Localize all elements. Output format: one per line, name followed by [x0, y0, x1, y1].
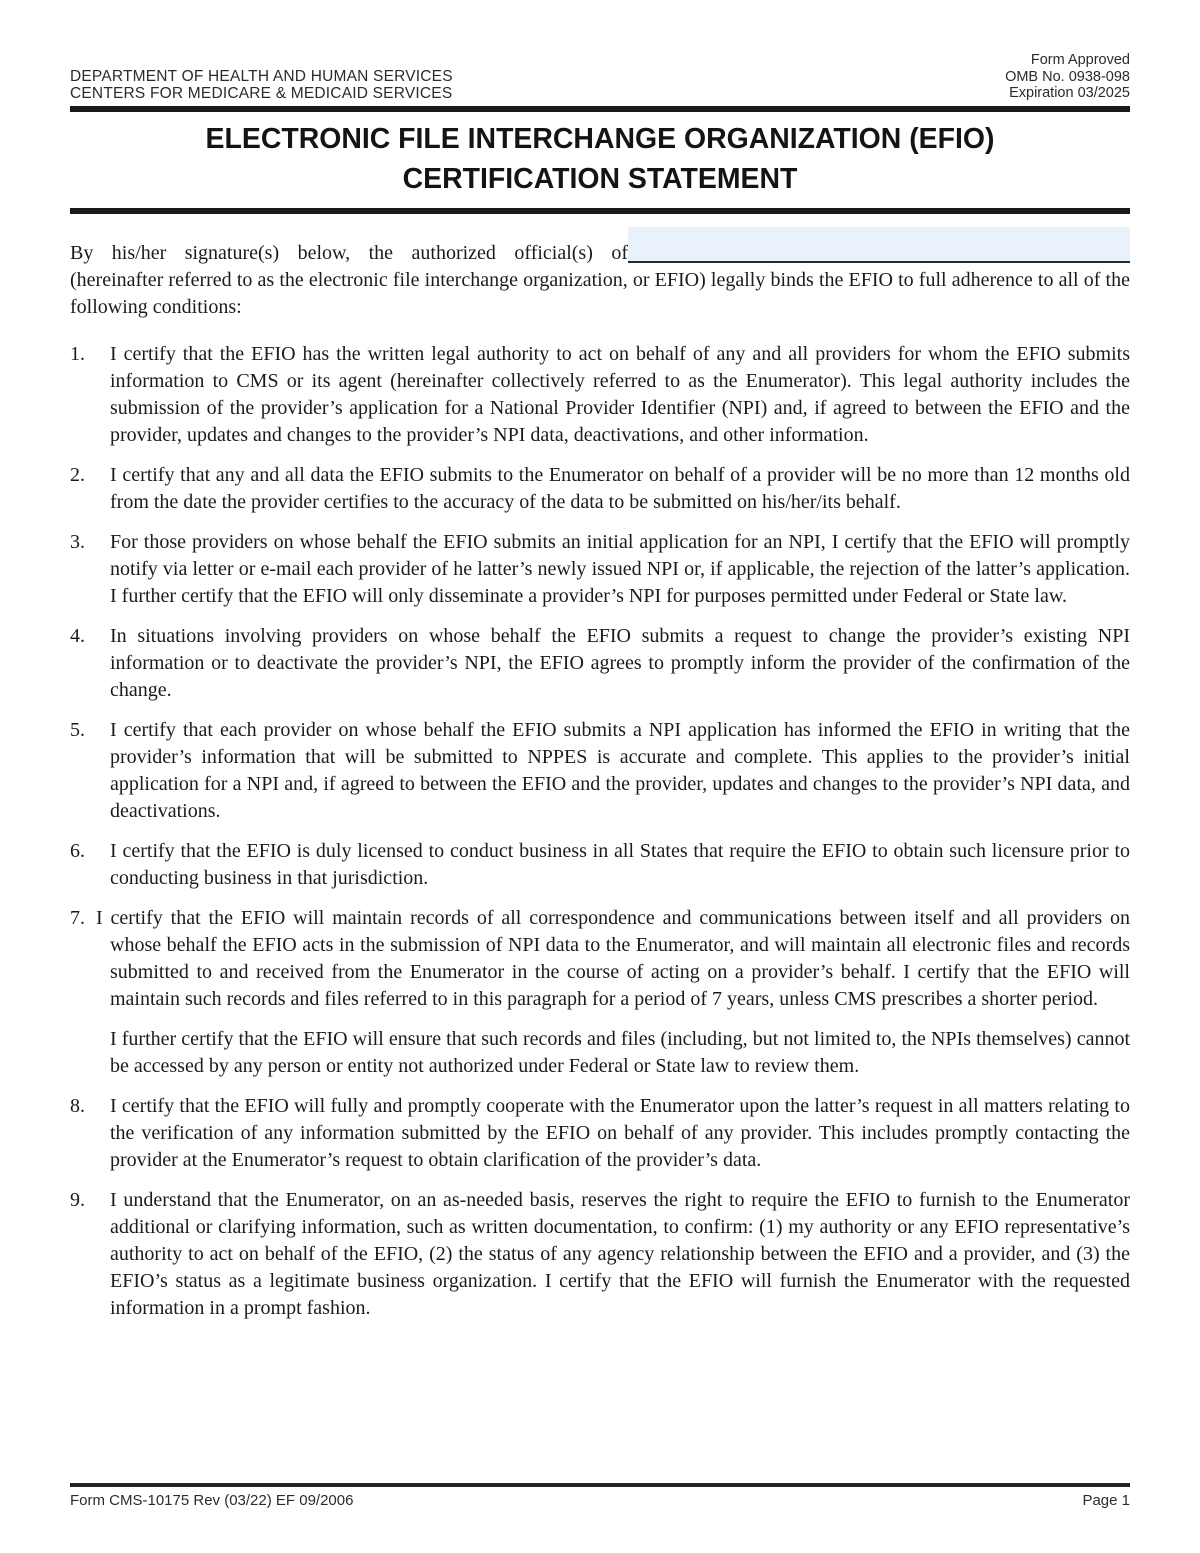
divider-under-title [70, 208, 1130, 214]
condition-continuation: I further certify that the EFIO will ensure that such records and files (including, but not limited to, the NPIs themselves) cannot be accessed by any person or entity not authorized under Federal or State law to review them. [110, 1027, 1130, 1077]
content-area [70, 0, 1130, 1335]
condition-text: In situations involving providers on whose behalf the EFIO submits a request to change the provider’s existing NPI information or to deactivate the provider’s NPI, the EFIO agrees to promptly inform the provider of the confirmation of the change. [110, 624, 1130, 701]
intro-text-after-field: (hereinafter referred to as the electronic file interchange organization, or EFIO) legally binds the EFIO to full adherence to all of the following conditions: [70, 268, 1130, 318]
condition-number: 5. [70, 718, 85, 741]
condition-number: 2. [70, 463, 85, 486]
condition-text: I understand that the Enumerator, on an as-needed basis, reserves the right to require the EFIO to furnish to the Enumerator additional or clarifying information, such as written documentation, to confirm: (1) my authority or any EFIO representative’s authority to act on behalf of the EFIO, (2) the status of any agency relationship between the EFIO and a provider, and (3) the EFIO’s status as a legitimate business organization. I certify that the EFIO will furnish the Enumerator with the requested information in a prompt fashion. [110, 1188, 1130, 1319]
condition-item [70, 905, 1130, 1080]
condition-item [70, 623, 1130, 704]
condition-item [70, 462, 1130, 516]
agency-line-1: DEPARTMENT OF HEALTH AND HUMAN SERVICES [70, 67, 453, 85]
condition-text: For those providers on whose behalf the EFIO submits an initial application for an NPI, I certify that the EFIO will promptly notify via letter or e-mail each provider of he latter’s newly issued NPI or, if applicable, the rejection of the latter’s application. I further certify that the EFIO will only disseminate a provider’s NPI for purposes permitted under Federal or State law. [110, 530, 1130, 607]
page-number: Page 1 [1082, 1492, 1130, 1509]
footer-row [70, 1487, 1130, 1509]
condition-number: 4. [70, 624, 85, 647]
condition-text: I certify that each provider on whose behalf the EFIO submits a NPI application has informed the EFIO in writing that the provider’s information that will be submitted to NPPES is accurate and complete. This applies to the provider’s initial application for a NPI and, if agreed to between the EFIO and the provider, updates and changes to the provider’s NPI data, and deactivations. [110, 718, 1130, 822]
condition-number: 6. [70, 839, 85, 862]
condition-text: I certify that the EFIO will fully and promptly cooperate with the Enumerator upon the latter’s request in all matters relating to the verification of any information submitted by the EFIO on behalf of any provider. This includes promptly contacting the provider at the Enumerator’s request to obtain clarification of the provider’s data. [110, 1094, 1130, 1171]
condition-number: 9. [70, 1188, 85, 1211]
page-header [70, 0, 1130, 102]
title-line-1: ELECTRONIC FILE INTERCHANGE ORGANIZATION (EFIO) [205, 122, 995, 155]
page-footer [70, 1483, 1130, 1509]
organization-name-field[interactable] [628, 227, 1130, 263]
condition-number: 8. [70, 1094, 85, 1117]
condition-number: 3. [70, 530, 85, 553]
omb-number: OMB No. 0938-098 [1005, 68, 1130, 85]
agency-line-2: CENTERS FOR MEDICARE & MEDICAID SERVICES [70, 84, 453, 102]
condition-number: 1. [70, 342, 85, 365]
condition-item [70, 529, 1130, 610]
condition-item [70, 1187, 1130, 1322]
condition-text: I certify that the EFIO will maintain records of all correspondence and communications between itself and all providers on whose behalf the EFIO acts in the submission of NPI data to the Enumerator, and will maintain all electronic files and records submitted to and received from the Enumerator in the course of acting on a provider’s behalf. I certify that the EFIO will maintain such records and files referred to in this paragraph for a period of 7 years, unless CMS prescribes a shorter period. [96, 906, 1130, 1010]
condition-item [70, 717, 1130, 825]
page-title [81, 112, 1120, 208]
condition-number: 7. [70, 906, 85, 929]
agency-block [70, 68, 453, 102]
form-id: Form CMS-10175 Rev (03/22) EF 09/2006 [70, 1492, 354, 1509]
condition-text: I certify that the EFIO is duly licensed to conduct business in all States that require the EFIO to obtain such licensure prior to conducting business in that jurisdiction. [110, 839, 1130, 889]
conditions-list [70, 341, 1130, 1322]
condition-text: I certify that the EFIO has the written legal authority to act on behalf of any and all providers for whom the EFIO submits information to CMS or its agent (hereinafter collectively referred to as the Enumerator). This legal authority includes the submission of the provider’s application for a National Provider Identifier (NPI) and, if agreed to between the EFIO and the provider, updates and changes to the provider’s NPI data, deactivations, and other information. [110, 342, 1130, 446]
intro-text-before-field: By his/her signature(s) below, the authorized official(s) of [70, 241, 628, 264]
expiration-date: Expiration 03/2025 [1009, 85, 1130, 101]
approval-block [1005, 52, 1130, 102]
condition-item [70, 838, 1130, 892]
intro-paragraph [70, 227, 1130, 321]
condition-item [70, 341, 1130, 449]
title-line-2: CERTIFICATION STATEMENT [402, 162, 798, 195]
condition-item [70, 1093, 1130, 1174]
form-approved-label: Form Approved [1030, 52, 1130, 68]
condition-text: I certify that any and all data the EFIO submits to the Enumerator on behalf of a provider will be no more than 12 months old from the date the provider certifies to the accuracy of the data to be submitted on his/her/its behalf. [110, 463, 1130, 513]
